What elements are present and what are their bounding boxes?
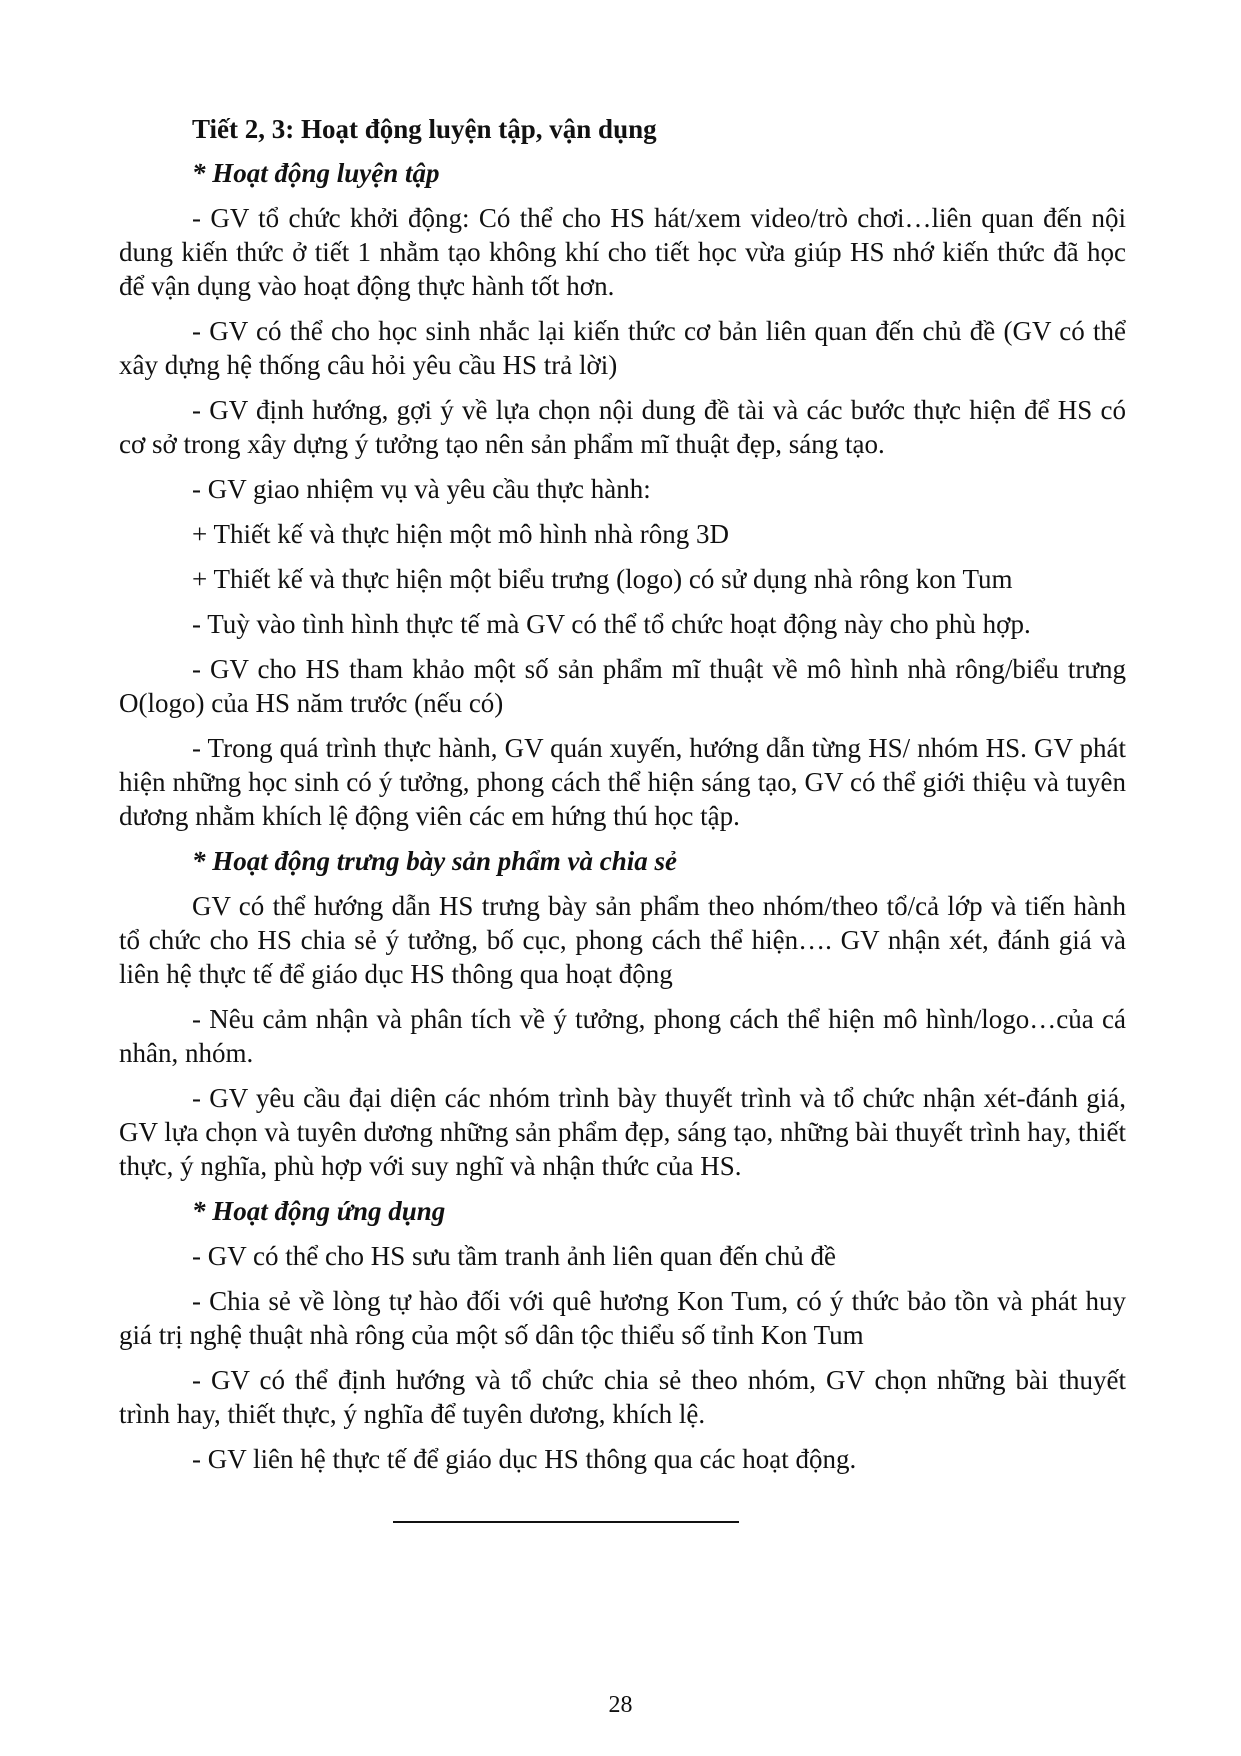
paragraph: + Thiết kế và thực hiện một mô hình nhà rông 3D [192, 519, 730, 549]
paragraph: - Trong quá trình thực hành, GV quán xuyến, hướng dẫn từng HS/ nhóm HS. GV phát hiện những học sinh có ý tưởng, phong cách thể hiện sáng tạo, GV có thể giới thiệu và tuyên dương nhằm khích lệ động viên các em hứng thú học tập. [119, 733, 1126, 831]
paragraph: - GV cho HS tham khảo một số sản phẩm mĩ thuật về mô hình nhà rông/biểu trưng O(logo) của HS năm trước (nếu có) [119, 654, 1126, 718]
section-display-share [119, 844, 1126, 1183]
closing-divider [393, 1521, 739, 1523]
section-heading: * Hoạt động ứng dụng [192, 1196, 446, 1226]
section-application [119, 1194, 1126, 1476]
paragraph: - GV có thể cho HS sưu tầm tranh ảnh liên quan đến chủ đề [192, 1241, 836, 1271]
paragraph: - GV liên hệ thực tế để giáo dục HS thông qua các hoạt động. [192, 1444, 857, 1474]
paragraph: - GV giao nhiệm vụ và yêu cầu thực hành: [192, 474, 651, 504]
paragraph: - Nêu cảm nhận và phân tích về ý tưởng, phong cách thể hiện mô hình/logo…của cá nhân, nhóm. [119, 1004, 1126, 1068]
paragraph: - Chia sẻ về lòng tự hào đối với quê hương Kon Tum, có ý thức bảo tồn và phát huy giá trị nghệ thuật nhà rông của một số dân tộc thiểu số tỉnh Kon Tum [119, 1286, 1126, 1350]
paragraph: - GV yêu cầu đại diện các nhóm trình bày thuyết trình và tổ chức nhận xét-đánh giá, GV lựa chọn và tuyên dương những sản phẩm đẹp, sáng tạo, những bài thuyết trình hay, thiết thực, ý nghĩa, phù hợp với suy nghĩ và nhận thức của HS. [119, 1083, 1126, 1181]
paragraph: - GV có thể cho học sinh nhắc lại kiến thức cơ bản liên quan đến chủ đề (GV có thể xây dựng hệ thống câu hỏi yêu cầu HS trả lời) [119, 316, 1126, 380]
section-practice [119, 156, 1126, 833]
paragraph: - GV có thể định hướng và tổ chức chia sẻ theo nhóm, GV chọn những bài thuyết trình hay, thiết thực, ý nghĩa để tuyên dương, khích lệ. [119, 1365, 1126, 1429]
page-number: 28 [608, 1692, 633, 1718]
section-heading: * Hoạt động luyện tập [192, 158, 440, 188]
lesson-title: Tiết 2, 3: Hoạt động luyện tập, vận dụng [192, 114, 657, 144]
paragraph: GV có thể hướng dẫn HS trưng bày sản phẩm theo nhóm/theo tổ/cả lớp và tiến hành tổ chức cho HS chia sẻ ý tưởng, bố cục, phong cách thể hiện…. GV nhận xét, đánh giá và liên hệ thực tế để giáo dục HS thông qua hoạt động [119, 891, 1126, 989]
paragraph: - GV định hướng, gợi ý về lựa chọn nội dung đề tài và các bước thực hiện để HS có cơ sở trong xây dựng ý tưởng tạo nên sản phẩm mĩ thuật đẹp, sáng tạo. [119, 395, 1126, 459]
document-body [119, 112, 1126, 1487]
paragraph: - Tuỳ vào tình hình thực tế mà GV có thể tổ chức hoạt động này cho phù hợp. [192, 609, 1031, 639]
section-heading: * Hoạt động trưng bày sản phẩm và chia sẻ [192, 846, 677, 876]
paragraph: - GV tổ chức khởi động: Có thể cho HS hát/xem video/trò chơi…liên quan đến nội dung kiến thức ở tiết 1 nhằm tạo không khí cho tiết học vừa giúp HS nhớ kiến thức đã học để vận dụng vào hoạt động thực hành tốt hơn. [119, 203, 1126, 301]
paragraph: + Thiết kế và thực hiện một biểu trưng (logo) có sử dụng nhà rông kon Tum [192, 564, 1013, 594]
